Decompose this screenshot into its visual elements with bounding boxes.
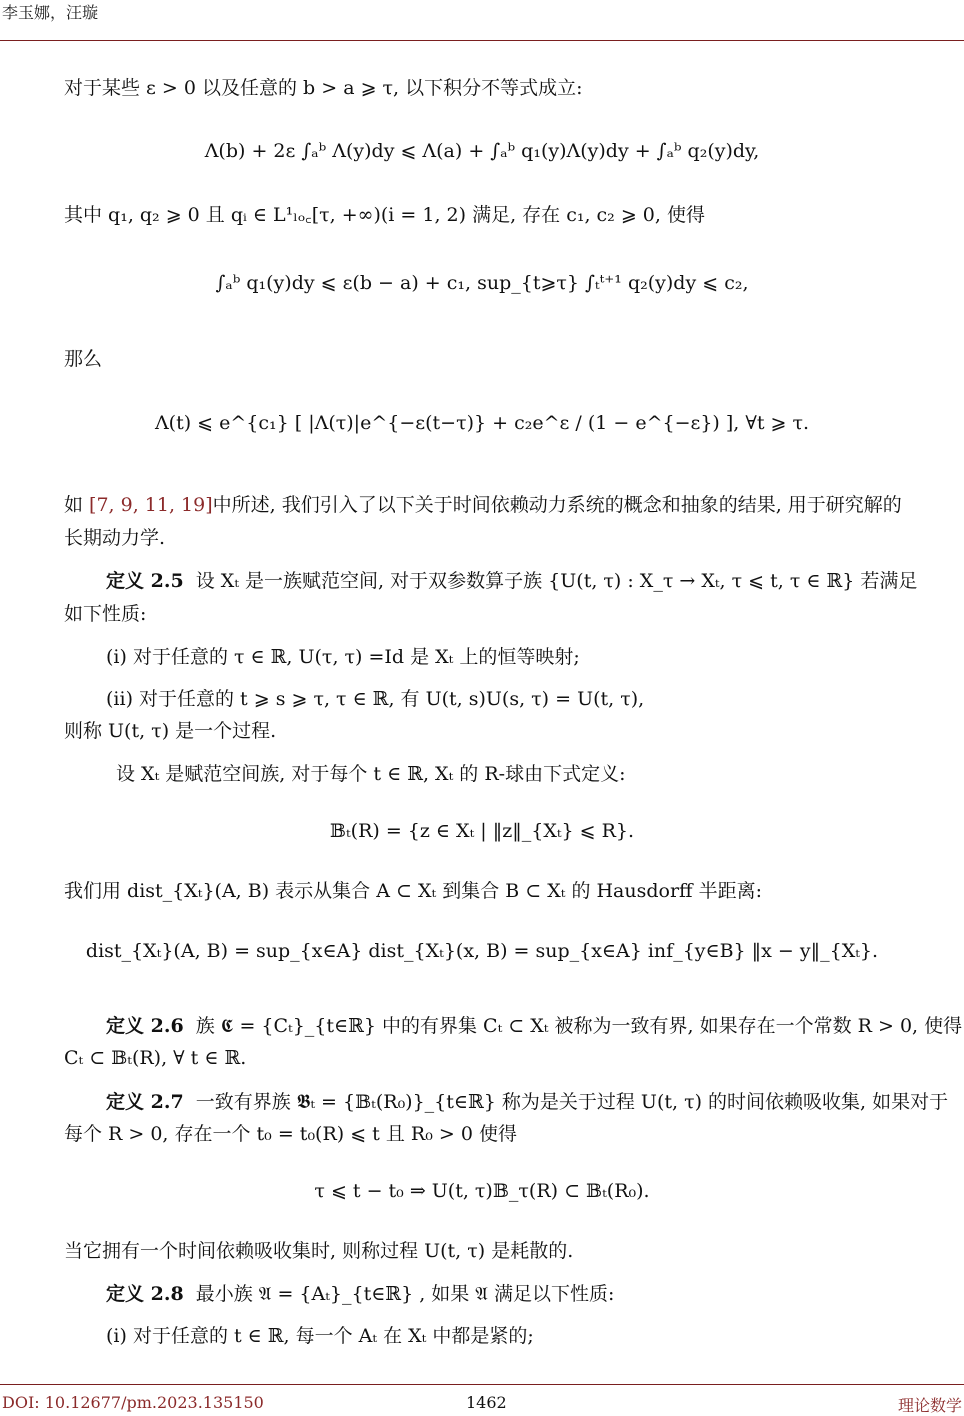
definition-text: 最小族 𝔄 = {Aₜ}_{t∈ℝ} , 如果 𝔄 满足以下性质:	[195, 1283, 615, 1305]
definition-2-5-cont: 如下性质:	[64, 603, 147, 625]
definition-label: 定义 2.7	[106, 1091, 184, 1113]
equation-gronwall-bound: Λ(t) ⩽ e^{c₁} [ |Λ(τ)|e^{−ε(t−τ)} + c₂e^ε / (1 − e^{−ε}) ], ∀t ⩾ τ.	[154, 412, 810, 434]
footer-rule	[0, 1384, 964, 1385]
definition-2-8	[106, 1279, 614, 1310]
equation-conditions: ∫ₐᵇ q₁(y)dy ⩽ ε(b − a) + c₁, sup_{t⩾τ} ∫ₜᵗ⁺¹ q₂(y)dy ⩽ c₂,	[215, 272, 749, 294]
paragraph-references-intro-cont: 长期动力学.	[64, 527, 166, 549]
definition-2-5-item-ii: (ii) 对于任意的 t ⩾ s ⩾ τ, τ ∈ ℝ, 有 U(t, s)U(s, τ) = U(t, τ),	[106, 688, 645, 710]
text-prefix: 如	[64, 494, 90, 516]
definition-label: 定义 2.8	[106, 1283, 184, 1305]
definition-label: 定义 2.5	[106, 570, 184, 592]
paragraph-references-intro	[64, 490, 902, 521]
footer-doi-link[interactable]: DOI: 10.12677/pm.2023.135150	[2, 1393, 264, 1412]
definition-2-8-item-i: (i) 对于任意的 t ∈ ℝ, 每一个 Aₜ 在 Xₜ 中都是紧的;	[106, 1325, 534, 1347]
definition-2-7-cont: 每个 R > 0, 存在一个 t₀ = t₀(R) ⩽ t 且 R₀ > 0 使得	[64, 1123, 517, 1145]
running-header-authors: 李玉娜，汪璇	[2, 3, 99, 22]
definition-text: 族 𝕮 = {Cₜ}_{t∈ℝ} 中的有界集 Cₜ ⊂ Xₜ 被称为一致有界, 如果存在一个常数 R > 0, 使得	[195, 1015, 963, 1037]
header-rule	[0, 40, 964, 41]
definition-text: 一致有界族 𝕭ₜ = {𝔹ₜ(R₀)}_{t∈ℝ} 称为是关于过程 U(t, τ) 的时间依赖吸收集, 如果对于	[195, 1091, 949, 1113]
paragraph-then: 那么	[64, 348, 103, 370]
definition-text: 设 Xₜ 是一族赋范空间, 对于双参数算子族 {U(t, τ) : X_τ → Xₜ, τ ⩽ t, τ ∈ ℝ} 若满足	[195, 570, 918, 592]
paragraph-hausdorff: 我们用 dist_{Xₜ}(A, B) 表示从集合 A ⊂ Xₜ 到集合 B ⊂ Xₜ 的 Hausdorff 半距离:	[64, 880, 762, 902]
definition-2-5-item-i: (i) 对于任意的 τ ∈ ℝ, U(τ, τ) =Id 是 Xₜ 上的恒等映射;	[106, 646, 580, 668]
equation-r-ball: 𝔹ₜ(R) = {z ∈ Xₜ | ‖z‖_{Xₜ} ⩽ R}.	[329, 820, 635, 842]
definition-2-6	[106, 1011, 962, 1042]
paragraph-conditions: 其中 q₁, q₂ ⩾ 0 且 qᵢ ∈ L¹ₗₒ꜀[τ, +∞)(i = 1, 2) 满足, 存在 c₁, c₂ ⩾ 0, 使得	[64, 204, 705, 226]
definition-2-7	[106, 1087, 948, 1118]
text-suffix: 中所述, 我们引入了以下关于时间依赖动力系统的概念和抽象的结果, 用于研究解的	[212, 494, 902, 516]
equation-integral-inequality: Λ(b) + 2ε ∫ₐᵇ Λ(y)dy ⩽ Λ(a) + ∫ₐᵇ q₁(y)Λ(y)dy + ∫ₐᵇ q₂(y)dy,	[204, 140, 760, 162]
paragraph-dissipative: 当它拥有一个时间依赖吸收集时, 则称过程 U(t, τ) 是耗散的.	[64, 1240, 574, 1262]
paragraph-r-ball: 设 Xₜ 是赋范空间族, 对于每个 t ∈ ℝ, Xₜ 的 R-球由下式定义:	[116, 763, 626, 785]
definition-2-6-cont: Cₜ ⊂ 𝔹ₜ(R), ∀ t ∈ ℝ.	[64, 1047, 247, 1069]
footer-page-number: 1462	[466, 1393, 507, 1412]
equation-absorbing-set: τ ⩽ t − t₀ ⇒ U(t, τ)𝔹_τ(R) ⊂ 𝔹ₜ(R₀).	[314, 1180, 650, 1202]
paragraph-integral-inequality-intro: 对于某些 ε > 0 以及任意的 b > a ⩾ τ, 以下积分不等式成立:	[64, 77, 583, 99]
footer-journal-link[interactable]: 理论数学	[897, 1396, 962, 1415]
paragraph-process-def: 则称 U(t, τ) 是一个过程.	[64, 720, 277, 742]
citation-link[interactable]: [7, 9, 11, 19]	[89, 494, 213, 516]
definition-label: 定义 2.6	[106, 1015, 184, 1037]
definition-2-5	[106, 566, 917, 597]
equation-hausdorff-distance: dist_{Xₜ}(A, B) = sup_{x∈A} dist_{Xₜ}(x, B) = sup_{x∈A} inf_{y∈B} ‖x − y‖_{Xₜ}.	[85, 940, 879, 962]
